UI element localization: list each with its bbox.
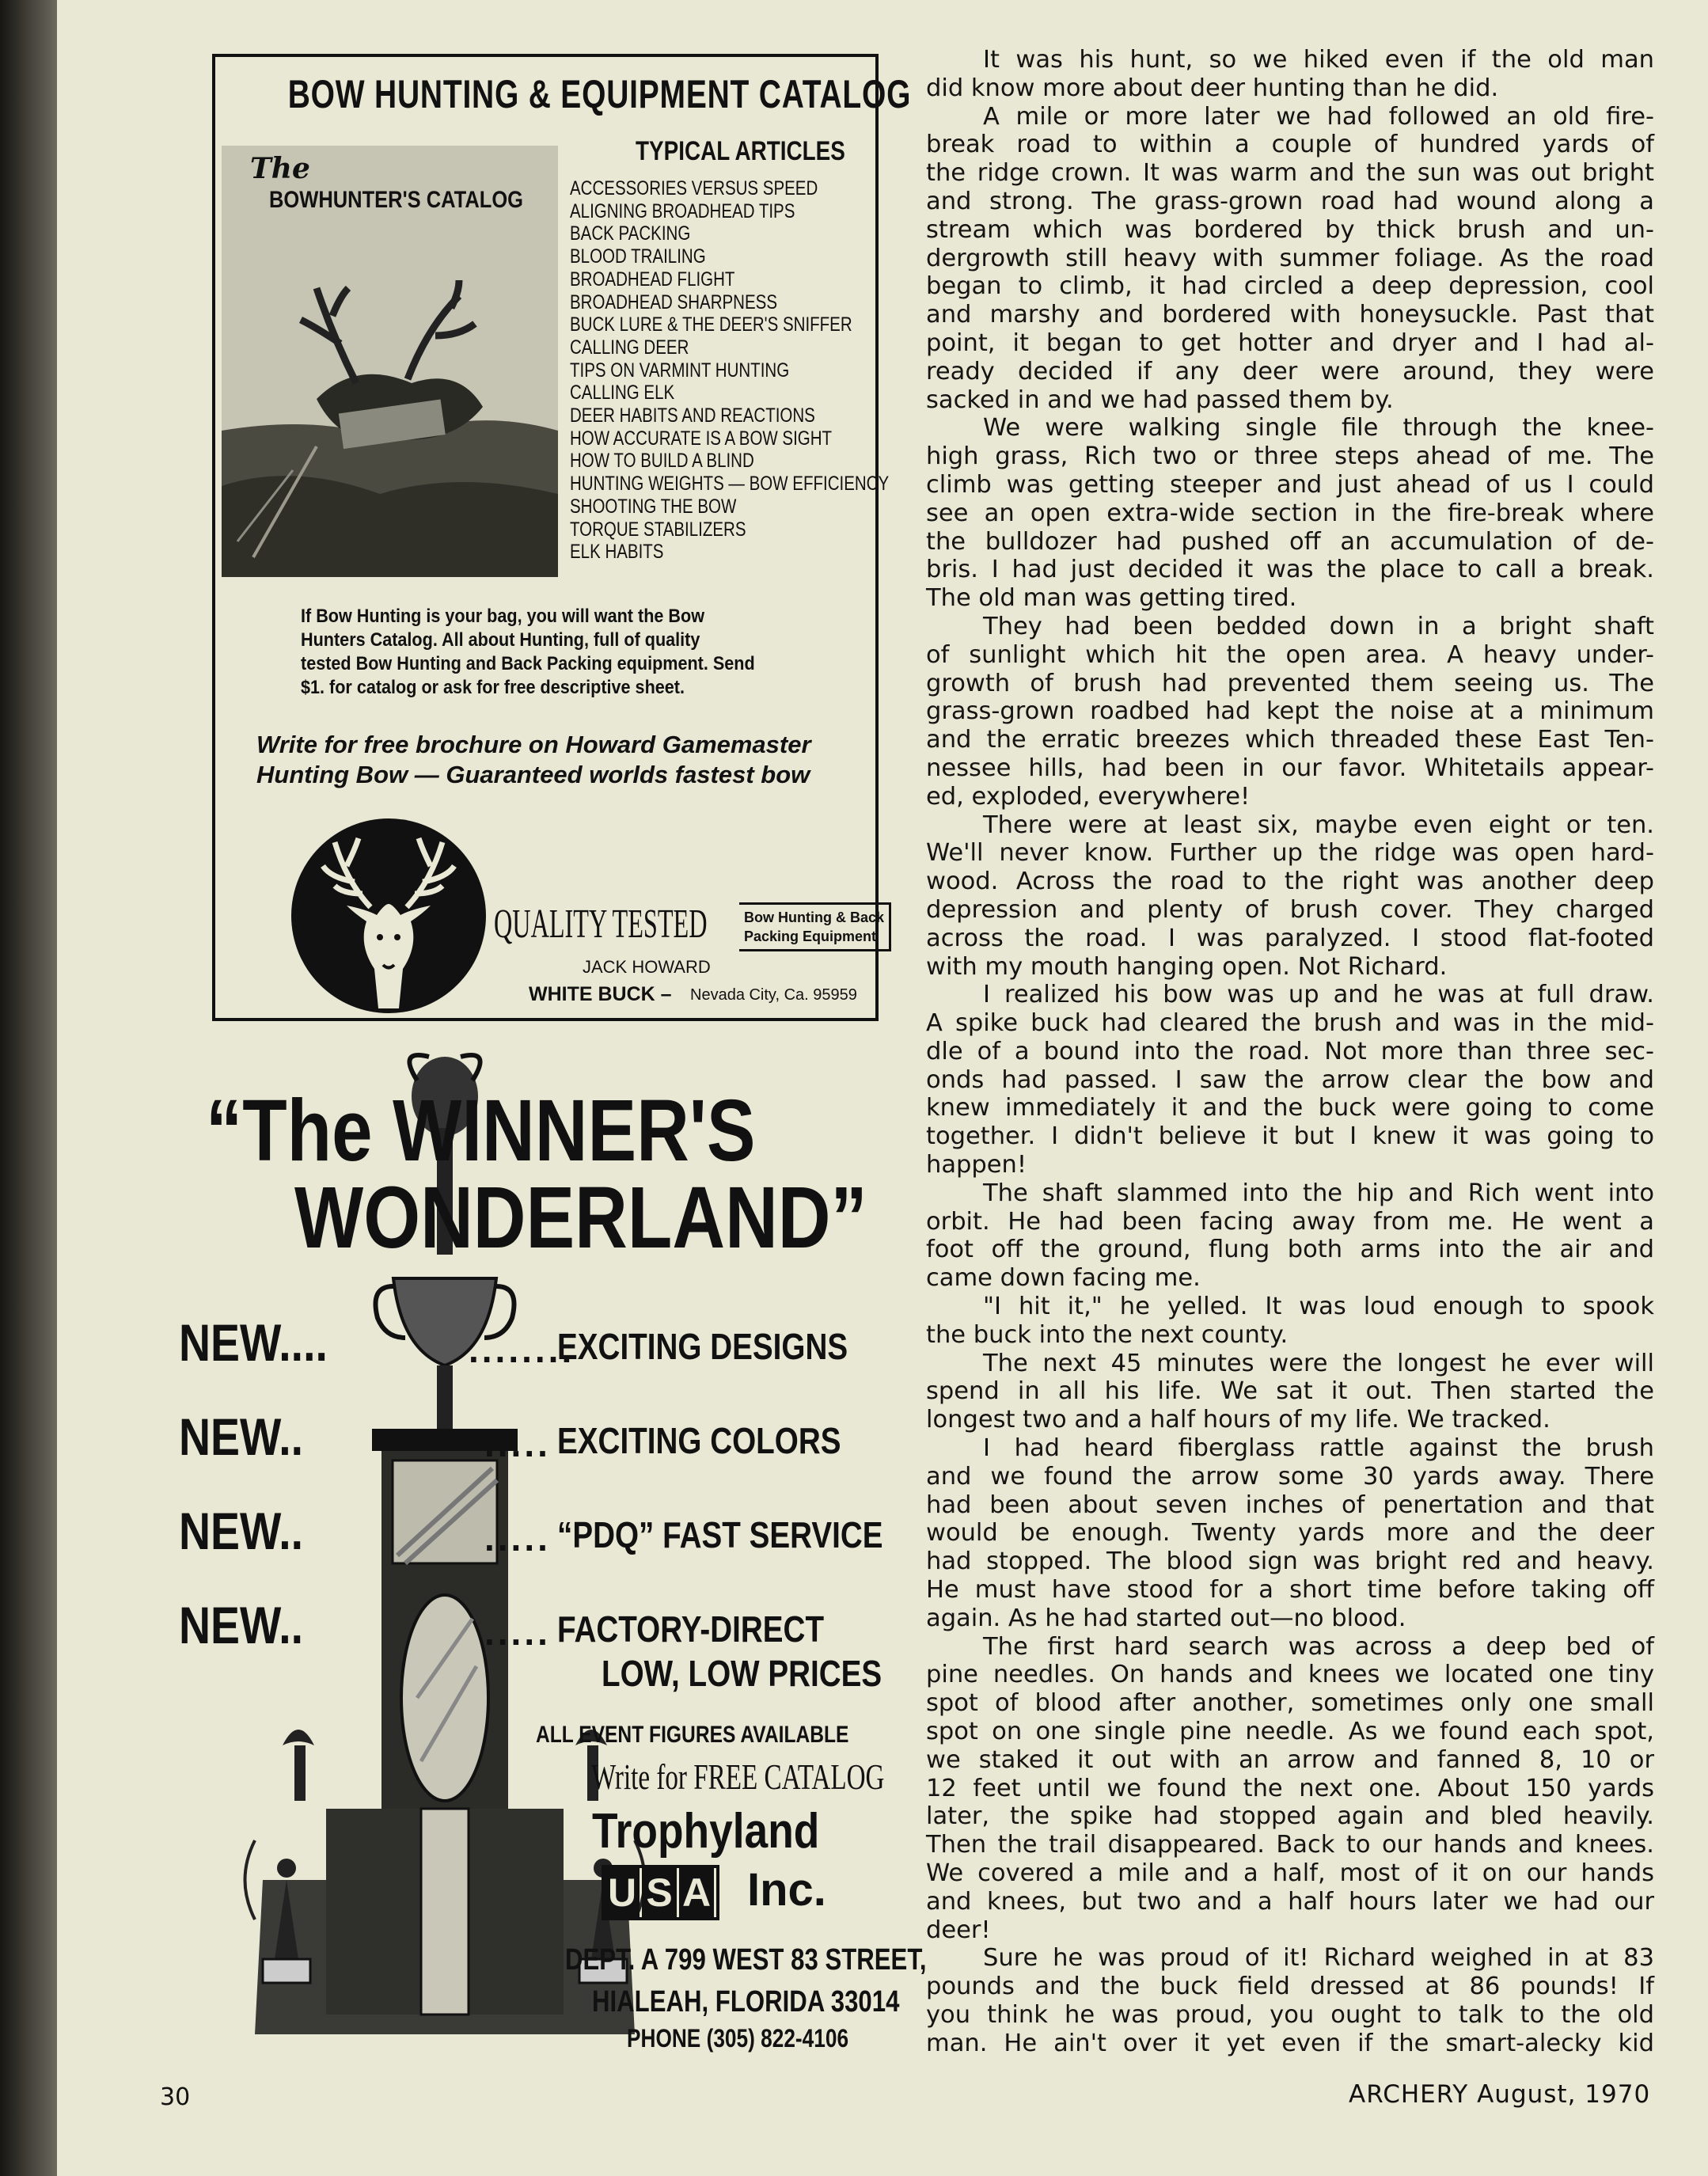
article-line: I had heard fiberglass rattle against the brush <box>983 1434 1654 1463</box>
buck-head-icon <box>291 818 486 1013</box>
trophyland-name: Trophyland <box>592 1804 820 1859</box>
free-catalog-note: Write for FREE CATALOG <box>591 1756 885 1797</box>
article-item: HUNTING WEIGHTS — BOW EFFICIENCY <box>570 473 890 496</box>
article-line: point, it began to get hotter and dryer and I had al- <box>926 328 1654 357</box>
usa-letter: A <box>679 1868 714 1917</box>
catalog-cover-title: BOWHUNTER'S CATALOG <box>269 187 524 213</box>
description-line: If Bow Hunting is your bag, you will want the Bow <box>301 606 705 627</box>
article-line: had been about seven inches of penertation and that <box>926 1491 1654 1519</box>
new-feature-text: EXCITING COLORS <box>557 1420 841 1461</box>
trophy-headline-line-2: WONDERLAND” <box>294 1169 867 1266</box>
article-line: bris. I had just decided it was the place to call a break. <box>926 556 1654 584</box>
article-line: came down facing me. <box>926 1264 1201 1293</box>
new-feature-text: FACTORY-DIRECT <box>557 1608 825 1650</box>
catalog-ad-title: BOW HUNTING & EQUIPMENT CATALOG <box>287 72 912 116</box>
brochure-offer <box>256 730 874 790</box>
quality-sub-line: Bow Hunting & Back <box>744 910 885 925</box>
article-line: and the erratic breezes which threaded these East Ten- <box>926 726 1654 754</box>
contact-name: JACK HOWARD <box>583 957 711 977</box>
article-line: I realized his bow was up and he was at full draw. <box>983 981 1654 1009</box>
trophy-address-line-2: HIALEAH, FLORIDA 33014 <box>592 1985 900 2018</box>
article-line: and marshy and bordered with honeysuckle. Past that <box>926 301 1654 329</box>
article-line: we staked it out with an arrow and fanned 8, 10 or <box>926 1745 1654 1774</box>
article-line: The shaft slammed into the hip and Rich went into <box>983 1179 1654 1207</box>
new-label: NEW.. <box>179 1596 304 1654</box>
article-line: climb was getting steeper and just ahead of us I could <box>926 470 1654 499</box>
article-item: TIPS ON VARMINT HUNTING <box>570 359 790 382</box>
article-line: began to climb, it had circled a deep depression, cool <box>926 272 1654 301</box>
article-line: longest two and a half hours of my life. We tracked. <box>926 1406 1550 1434</box>
catalog-cover-photo <box>222 146 558 577</box>
article-line: foot off the ground, flung both arms into the air and <box>926 1236 1654 1264</box>
usa-letter: U <box>605 1868 640 1917</box>
new-dots: ..... <box>484 1517 551 1559</box>
article-line: onds had passed. I saw the arrow clear the bow and <box>926 1065 1654 1094</box>
article-line: nessee hills, had been in our favor. Whitetails appear- <box>926 754 1654 782</box>
article-line: man. He ain't over it yet even if the smart-alecky kid <box>926 2029 1654 2057</box>
new-label: NEW.. <box>179 1502 304 1560</box>
new-label: NEW.. <box>179 1407 304 1466</box>
article-line: of sunlight which hit the open area. A heavy under- <box>926 640 1654 669</box>
company-location: Nevada City, Ca. 95959 <box>690 986 857 1004</box>
article-line: with my mouth hanging open. Not Richard. <box>926 952 1448 981</box>
article-item: SHOOTING THE BOW <box>570 495 737 518</box>
article-line: He must have stood for a short time before taking off <box>926 1576 1654 1604</box>
article-line: and strong. The grass-grown road had wound along a <box>926 187 1654 215</box>
article-line: deer! <box>926 1916 991 1944</box>
article-line: A mile or more later we had followed an old fire- <box>983 102 1654 131</box>
description-line: tested Bow Hunting and Back Packing equipment. Send <box>301 653 755 674</box>
article-line: We covered a mile and a half, most of it on our hands <box>926 1859 1654 1887</box>
article-item: HOW TO BUILD A BLIND <box>570 450 754 473</box>
article-line: stream which was bordered by thick brush and un- <box>926 215 1654 244</box>
scan-edge <box>0 0 57 2176</box>
article-item: BUCK LURE & THE DEER'S SNIFFER <box>570 313 852 336</box>
article-line: together. I didn't believe it but I knew it was going to <box>926 1122 1654 1151</box>
article-item: TORQUE STABILIZERS <box>570 518 746 541</box>
description-line: Hunters Catalog. All about Hunting, full of quality <box>301 629 700 651</box>
article-line: the bulldozer had pushed off an accumulation of de- <box>926 527 1654 556</box>
article-line: ed, exploded, everywhere! <box>926 782 1251 811</box>
typical-articles-heading: TYPICAL ARTICLES <box>636 136 845 166</box>
article-line: you think he was proud, you ought to talk to the old <box>926 2000 1654 2029</box>
trophy-headline-line-1: “The WINNER'S <box>206 1082 756 1179</box>
article-line: growth of brush had prevented them seeing us. The <box>926 669 1654 697</box>
article-item: DEER HABITS AND REACTIONS <box>570 404 815 427</box>
catalog-ad <box>212 54 912 1021</box>
new-feature-text: EXCITING DESIGNS <box>557 1326 848 1367</box>
article-line: high grass, Rich two or three steps ahead of me. The <box>926 442 1654 471</box>
article-item: ELK HABITS <box>570 541 664 564</box>
usa-letter: S <box>642 1868 677 1917</box>
catalog-description <box>301 605 807 700</box>
trophy-phone: PHONE (305) 822-4106 <box>627 2024 849 2053</box>
article-text-column <box>926 46 1654 2058</box>
quality-tested-label: QUALITY TESTED <box>494 902 708 947</box>
brochure-line: Write for free brochure on Howard Gamemaster <box>256 731 811 758</box>
white-buck-logo <box>291 818 486 1013</box>
article-line: dergrowth still heavy with summer foliage. As the road <box>926 244 1654 272</box>
article-line: The next 45 minutes were the longest he ever will <box>983 1349 1654 1377</box>
quality-sub-line: Packing Equipment <box>744 929 877 944</box>
article-line: The first hard search was across a deep bed of <box>983 1632 1654 1661</box>
article-item: CALLING ELK <box>570 382 675 404</box>
article-line: happen! <box>926 1151 1027 1179</box>
quality-tested-subtitle <box>739 902 891 951</box>
article-line: spot of blood after another, sometimes only one small <box>926 1689 1654 1718</box>
article-line: Then the trail disappeared. Back to our hands and knees. <box>926 1831 1654 1859</box>
article-line: We were walking single file through the knee- <box>983 414 1654 442</box>
article-line: We'll never know. Further up the ridge was open hard- <box>926 839 1654 868</box>
article-line: again. As he had started out—no blood. <box>926 1604 1406 1632</box>
magazine-footer: ARCHERY August, 1970 <box>1349 2080 1651 2109</box>
article-line: They had been bedded down in a bright shaft <box>983 612 1654 640</box>
article-line: wood. Across the road to the right was another deep <box>926 868 1654 896</box>
article-line: A spike buck had cleared the brush and was in the mid- <box>926 1009 1654 1038</box>
article-line: the buck into the next county. <box>926 1320 1289 1349</box>
article-line: ready decided if any deer were around, they were <box>926 357 1654 385</box>
page-number: 30 <box>160 2083 191 2111</box>
article-item: ALIGNING BROADHEAD TIPS <box>570 199 795 222</box>
article-line: across the road. I was paralyzed. I stood flat-footed <box>926 924 1654 952</box>
article-item: BROADHEAD SHARPNESS <box>570 291 778 313</box>
article-line: The old man was getting tired. <box>926 584 1297 613</box>
article-line: break road to within a couple of hundred yards of <box>926 131 1654 159</box>
magazine-page <box>57 0 1708 2176</box>
event-figures-note: ALL EVENT FIGURES AVAILABLE <box>536 1722 849 1748</box>
usa-logo <box>602 1865 719 1920</box>
article-line: "I hit it," he yelled. It was loud enough to spook <box>983 1293 1654 1321</box>
article-line: grass-grown roadbed had kept the noise at a minimum <box>926 697 1654 726</box>
article-line: and we found the arrow some 30 yards away. There <box>926 1462 1654 1491</box>
article-item: BACK PACKING <box>570 222 691 245</box>
description-line: $1. for catalog or ask for free descriptive sheet. <box>301 677 685 698</box>
article-line: Sure he was proud of it! Richard weighed in at 83 <box>983 1944 1654 1973</box>
article-line: knew immediately it and the buck were going to come <box>926 1094 1654 1122</box>
article-line: later, the spike had stopped again and bled heavily. <box>926 1802 1654 1831</box>
brochure-line: Hunting Bow — Guaranteed worlds fastest bow <box>256 761 810 788</box>
new-dots: ..... <box>484 1423 551 1464</box>
low-prices-text: LOW, LOW PRICES <box>602 1653 882 1694</box>
article-line: spot on one single pine needle. As we found each spot, <box>926 1718 1654 1746</box>
new-label: NEW.... <box>179 1313 328 1372</box>
article-item: BROADHEAD FLIGHT <box>570 268 735 291</box>
article-line: sacked in and we had passed them by. <box>926 385 1394 414</box>
article-line: see an open extra-wide section in the fire-break where <box>926 499 1654 527</box>
company-name: WHITE BUCK – <box>529 983 672 1005</box>
article-line: had stopped. The blood sign was bright red and heavy. <box>926 1548 1654 1576</box>
article-item: ACCESSORIES VERSUS SPEED <box>570 177 818 199</box>
article-line: spend in all his life. We sat it out. Then started the <box>926 1377 1654 1406</box>
typical-articles-list <box>570 177 959 564</box>
article-line: dle of a bound into the road. Not more than three sec- <box>926 1037 1654 1065</box>
article-line: the ridge crown. It was warm and the sun was out bright <box>926 159 1654 188</box>
article-line: There were at least six, maybe even eight or ten. <box>983 811 1654 839</box>
article-item: HOW ACCURATE IS A BOW SIGHT <box>570 427 833 450</box>
article-line: would be enough. Twenty yards more and the deer <box>926 1519 1654 1548</box>
article-item: BLOOD TRAILING <box>570 245 706 268</box>
article-line: orbit. He had been facing away from me. He went a <box>926 1207 1654 1236</box>
article-line: depression and plenty of brush cover. They charged <box>926 895 1654 924</box>
article-line: pounds and the buck field dressed at 86 pounds! If <box>926 1973 1654 2001</box>
article-line: did know more about deer hunting than he did. <box>926 74 1499 102</box>
article-item: CALLING DEER <box>570 336 689 359</box>
new-feature-text: “PDQ” FAST SERVICE <box>557 1514 883 1555</box>
catalog-cover-the: The <box>250 152 310 185</box>
new-dots: ........ <box>469 1329 575 1370</box>
trophyland-inc: Inc. <box>747 1864 826 1916</box>
article-line: and knees, but two and a half hours later we had our <box>926 1887 1654 1916</box>
article-line: 12 feet until we found the next one. About 150 yards <box>926 1774 1654 1802</box>
trophy-address-line-1: DEPT. A 799 WEST 83 STREET, <box>565 1943 927 1977</box>
new-dots: ..... <box>484 1612 551 1653</box>
article-line: It was his hunt, so we hiked even if the old man <box>983 46 1654 74</box>
article-line: pine needles. On hands and knees we located one tiny <box>926 1661 1654 1689</box>
